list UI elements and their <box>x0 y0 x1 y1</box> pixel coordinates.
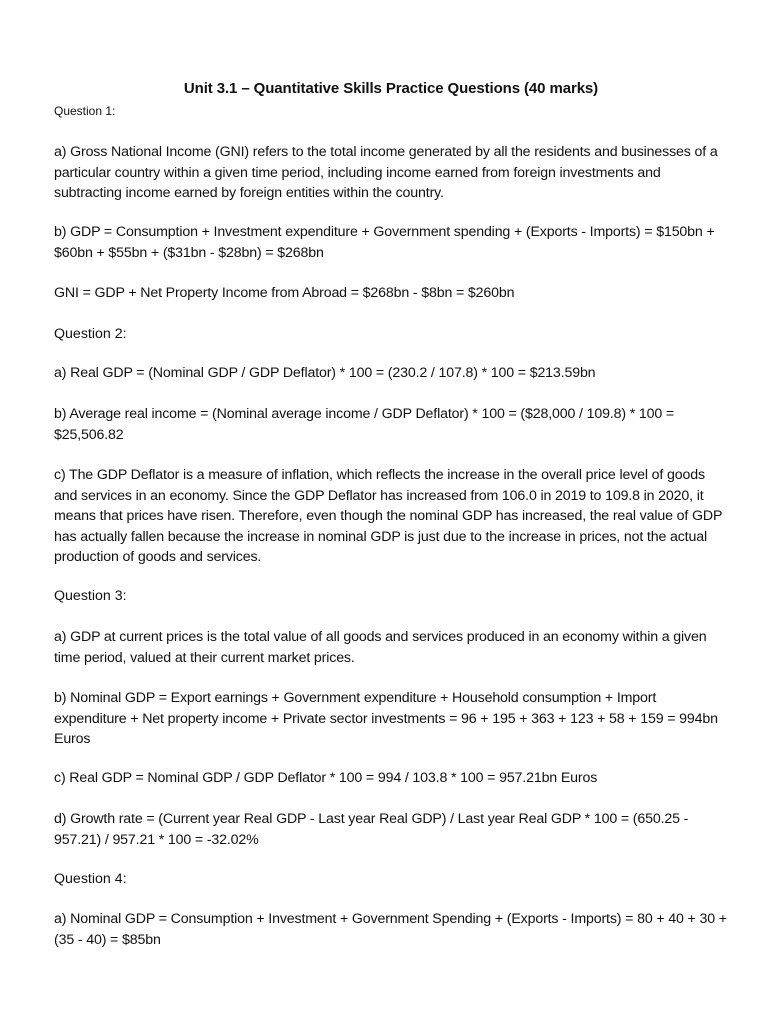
question-1-gni-answer: GNI = GDP + Net Property Income from Abroad = $268bn - $8bn = $260bn <box>54 285 515 301</box>
question-2c-answer: c) The GDP Deflator is a measure of inflation, which reflects the increase in the overall price level of goods and services in an economy. Since the GDP Deflator has increased from 106.0 in 2019 to 109.8 in 2020, it means that prices have risen. Therefore, even though the nominal GDP has increased, the real value of GDP has actually fallen because the increase in nominal GDP is just due to the increase in prices, not the actual production of goods and services. <box>54 467 723 565</box>
question-3c-answer: c) Real GDP = Nominal GDP / GDP Deflator * 100 = 994 / 103.8 * 100 = 957.21bn Euros <box>54 770 598 786</box>
question-4a-answer: a) Nominal GDP = Consumption + Investment + Government Spending + (Exports - Imports) = 80 + 40 + 30 + (35 - 40) = $85bn <box>54 911 727 948</box>
question-3d-answer: d) Growth rate = (Current year Real GDP - Last year Real GDP) / Last year Real GDP * 100 = (650.25 - 957.21) / 957.21 * 100 = -32.02% <box>54 811 689 848</box>
question-1-label: Question 1: <box>54 104 116 118</box>
question-3b-answer: b) Nominal GDP = Export earnings + Government expenditure + Household consumption + Import expenditure + Net property income + Private sector investments = 96 + 195 + 363 + 123 + 58 + 159 = 994bn Euros <box>54 690 718 747</box>
question-3-label: Question 3: <box>54 588 127 604</box>
page-title: Unit 3.1 – Quantitative Skills Practice Questions (40 marks) <box>183 80 599 97</box>
question-1a-answer: a) Gross National Income (GNI) refers to the total income generated by all the residents and businesses of a particular country within a given time period, including income earned from foreign investments and subtracting income earned by foreign entities within the country. <box>54 144 718 201</box>
question-4-label: Question 4: <box>54 871 127 887</box>
question-2b-answer: b) Average real income = (Nominal average income / GDP Deflator) * 100 = ($28,000 / 109.8) * 100 = $25,506.82 <box>54 406 675 443</box>
question-1b-answer: b) GDP = Consumption + Investment expenditure + Government spending + (Exports - Imports) = $150bn + $60bn + $55bn + ($31bn - $28bn) = $268bn <box>54 224 715 261</box>
question-2a-answer: a) Real GDP = (Nominal GDP / GDP Deflator) * 100 = (230.2 / 107.8) * 100 = $213.59bn <box>54 365 596 381</box>
question-3a-answer: a) GDP at current prices is the total value of all goods and services produced in an economy within a given time period, valued at their current market prices. <box>54 629 707 666</box>
question-2-label: Question 2: <box>54 326 127 342</box>
